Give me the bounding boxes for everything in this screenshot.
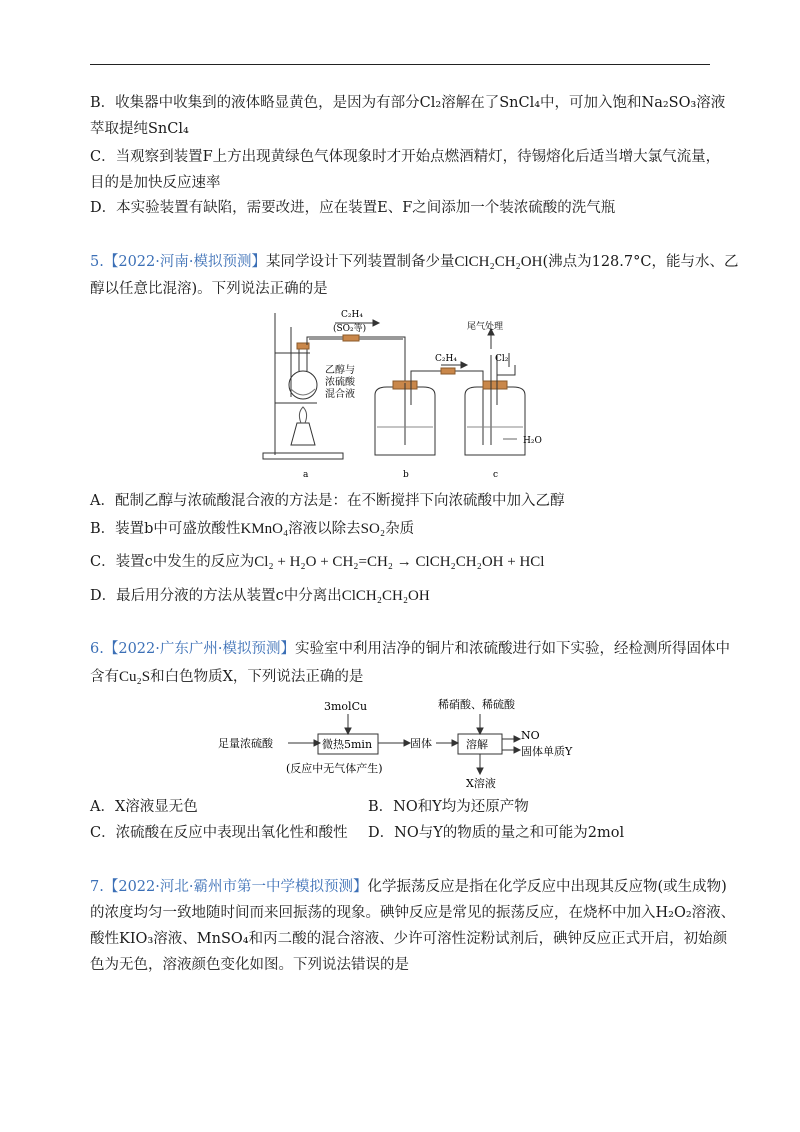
q4-option-c-line2: 目的是加快反应速率 <box>90 175 221 191</box>
q4-option-c-line1: C．当观察到装置F上方出现黄绿色气体现象时才开始点燃酒精灯，待锡熔化后适当增大氯气流量， <box>90 149 721 165</box>
flow-y: 固体单质Y <box>521 745 573 758</box>
fig-water: H₂O <box>523 436 542 446</box>
flow-dissolve: 溶解 <box>466 738 488 751</box>
q6-stem-b: 含有 <box>90 669 119 685</box>
header-rule <box>90 64 710 65</box>
fig-label-b: b <box>403 470 409 480</box>
q5-option-a: A．配制乙醇与浓硫酸混合液的方法是：在不断搅拌下向浓硫酸中加入乙醇 <box>90 493 565 509</box>
q5-apparatus-figure <box>255 305 555 485</box>
fig-label-c: c <box>493 470 499 480</box>
fig-label-a: a <box>303 470 309 480</box>
q7-stem-line3: 酸性KIO₃溶液、MnSO₄和丙二酸的混合溶液、少许可溶性淀粉试剂后，碘钟反应正式开启，初始颜 <box>90 931 728 947</box>
flow-heat: 微热5min <box>322 738 373 751</box>
q6-flow-chart <box>218 694 573 794</box>
fig-tail-gas: 尾气处理 <box>467 322 504 332</box>
flow-x: X溶液 <box>466 777 496 790</box>
q4-option-b-line1: B．收集器中收集到的液体略显黄色，是因为有部分Cl₂溶解在了SnCl₄中，可加入饱和Na₂SO₃溶液 <box>90 95 726 111</box>
q4-option-d: D．本实验装置有缺陷，需要改进，应在装置E、F之间添加一个装浓硫酸的洗气瓶 <box>90 200 616 216</box>
flow-solid: 固体 <box>410 737 432 750</box>
flow-cu: 3molCu <box>324 700 368 713</box>
q6-option-c: C．浓硫酸在反应中表现出氧化性和酸性 <box>90 825 348 841</box>
q5-option-d-formula: ClCH₂CH₂OH <box>341 588 430 604</box>
q5-option-c-formula: Cl₂ + H₂O + CH₂=CH₂ → ClCH₂CH₂OH + HCl <box>254 554 545 570</box>
q5-option-b <box>90 518 414 540</box>
q5-option-c-a: C．装置c中发生的反应为 <box>90 554 255 570</box>
q5-stem-line1 <box>90 251 738 273</box>
tube-b-c <box>411 371 483 445</box>
q6-option-b: B．NO和Y均为还原产物 <box>368 799 529 815</box>
q5-stem-formula: ClCH₂CH₂OH <box>454 254 543 270</box>
q6-stem-line1 <box>90 638 730 660</box>
alcohol-lamp <box>291 423 315 445</box>
q6-source: 【2022·广东广州·模拟预测】 <box>103 641 295 657</box>
bottle-c <box>465 387 525 455</box>
flow-no: NO <box>521 729 540 742</box>
q7-number: 7. <box>90 879 104 895</box>
q4-option-b-line2: 萃取提纯SnCl₄ <box>90 121 189 137</box>
q7-line1: 化学振荡反应是指在化学反应中出现其反应物(或生成物) <box>367 879 727 895</box>
q6-number: 6. <box>90 641 104 657</box>
q5-option-b-formula: KMnO₄ <box>240 521 289 537</box>
q7-stem-line2: 的浓度均匀一致地随时间而来回振荡的现象。碘钟反应是常见的振荡反应，在烧杯中加入H₂O₂溶液、 <box>90 905 736 921</box>
flow-reagents: 稀硝酸、稀硫酸 <box>438 698 515 711</box>
q7-source: 【2022·河北·霸州市第一中学模拟预测】 <box>103 879 368 895</box>
q5-source: 【2022·河南·模拟预测】 <box>103 254 266 270</box>
tube-a-b <box>307 337 405 383</box>
fig-c2h4-in: C₂H₄ <box>435 354 457 364</box>
q6-stem-formula: Cu₂S <box>119 669 151 685</box>
q5-option-d-a: D．最后用分液的方法从装置c中分离出 <box>90 588 342 604</box>
fig-mixture-label-3: 混合液 <box>325 389 355 400</box>
q5-option-d <box>90 585 430 607</box>
q6-option-d: D．NO与Y的物质的量之和可能为2mol <box>368 825 625 841</box>
q5-option-b-a: B．装置b中可盛放酸性 <box>90 521 241 537</box>
fig-cl2-in: Cl₂ <box>495 354 509 364</box>
q5-stem-a: 某同学设计下列装置制备少量 <box>265 254 455 270</box>
q5-option-b-b: 溶液以除去 <box>288 521 361 537</box>
q7-stem-line1 <box>90 876 727 898</box>
q5-stem-b: (沸点为128.7°C，能与水、乙 <box>542 254 739 270</box>
q5-option-b-so2: SO₂ <box>360 521 386 537</box>
fig-so2-label: (SO₂等) <box>333 324 367 334</box>
q5-option-b-c: 杂质 <box>385 521 415 537</box>
q6-option-a: A．X溶液显无色 <box>90 799 198 815</box>
fig-mixture-label-2: 浓硫酸 <box>325 377 355 388</box>
q6-stem-a: 实验室中利用洁净的铜片和浓硫酸进行如下实验，经检测所得固体中 <box>294 641 730 657</box>
flow-acid: 足量浓硫酸 <box>218 737 273 750</box>
flow-note: (反应中无气体产生) <box>286 762 383 775</box>
q5-number: 5. <box>90 254 104 270</box>
q5-option-c <box>90 551 544 573</box>
fig-c2h4-label: C₂H₄ <box>341 310 363 320</box>
q6-stem-line2 <box>90 666 363 688</box>
fig-mixture-label-1: 乙醇与 <box>325 365 355 376</box>
q5-stem-line2: 醇以任意比混溶)。下列说法正确的是 <box>90 281 328 297</box>
q6-stem-c: 和白色物质X，下列说法正确的是 <box>150 669 364 685</box>
q7-stem-line4: 色为无色，溶液颜色变化如图。下列说法错误的是 <box>90 957 409 973</box>
